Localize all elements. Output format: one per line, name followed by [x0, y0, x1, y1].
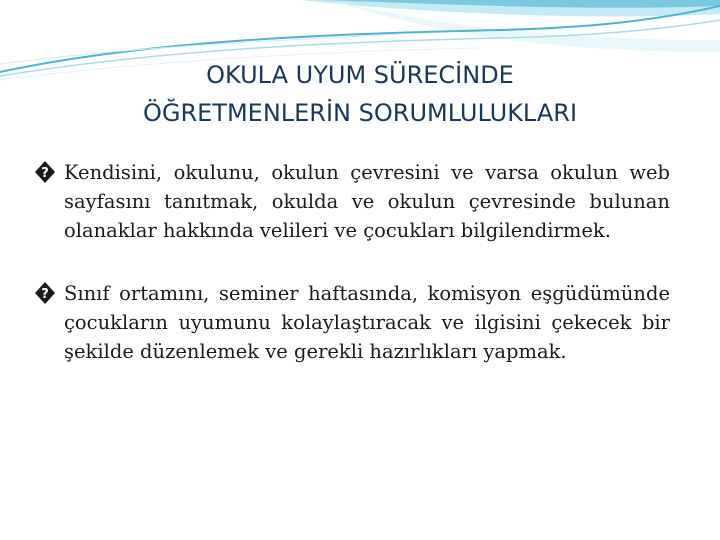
title-line-2: ÖĞRETMENLERİN SORUMLULUKLARI — [142, 99, 578, 127]
bullet-text: Sınıf ortamını, seminer haftasında, komisyon eşgüdümünde çocukların uyumunu kolaylaştıracak ve ilgisini çekecek bir şekilde düzenlemek ve gerekli hazırlıkları yapmak. — [64, 282, 670, 363]
slide-title — [40, 56, 680, 132]
svg-text:?: ? — [41, 287, 49, 302]
svg-text:?: ? — [41, 166, 49, 181]
title-line-1: OKULA UYUM SÜRECİNDE — [206, 61, 514, 89]
replacement-glyph-icon — [34, 160, 56, 184]
bullet-item — [34, 158, 670, 245]
bullet-list — [34, 158, 670, 400]
bullet-text: Kendisini, okulunu, okulun çevresini ve varsa okulun web sayfasını tanıtmak, okulda ve okulun çevresinde bulunan olanaklar hakkında velileri ve çocukları bilgilendirmek. — [64, 161, 670, 242]
bullet-item — [34, 279, 670, 366]
replacement-glyph-icon — [34, 281, 56, 305]
